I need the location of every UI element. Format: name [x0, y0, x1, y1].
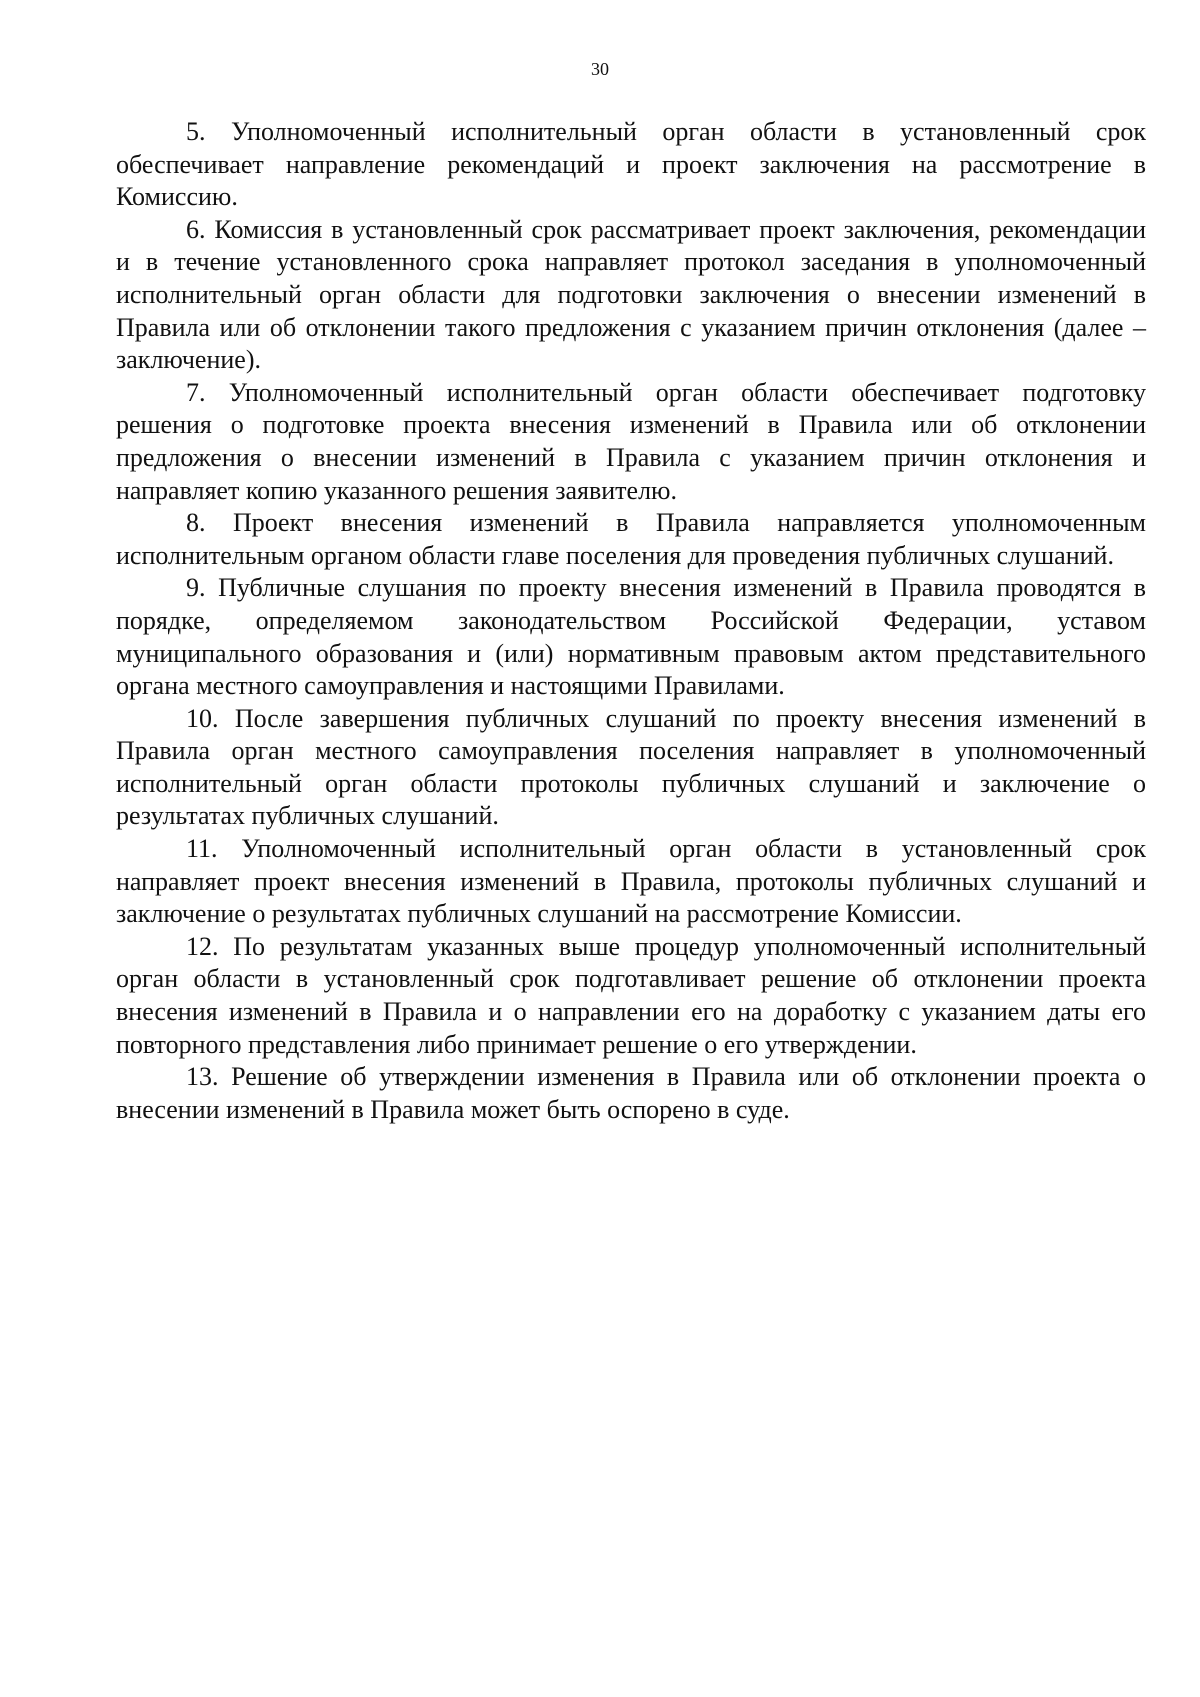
- paragraph-12: 12. По результатам указанных выше процедур уполномоченный исполнительный орган области в установленный срок подготавливает решение об отклонении проекта внесения изменений в Правила и о направлении его на доработку с указанием даты его повторного представления либо принимает решение о его утверждении.: [116, 931, 1146, 1059]
- paragraph-6: 6. Комиссия в установленный срок рассматривает проект заключения, рекомендации и в течение установленного срока направляет протокол заседания в уполномоченный исполнительный орган области для подготовки заключения о внесении изменений в Правила или об отклонении такого предложения с указанием причин отклонения (далее – заключение).: [116, 214, 1146, 375]
- paragraph-13: 13. Решение об утверждении изменения в Правила или об отклонении проекта о внесении изменений в Правила может быть оспорено в суде.: [116, 1062, 1146, 1124]
- document-body: [116, 116, 1146, 1126]
- paragraph-10: 10. После завершения публичных слушаний по проекту внесения изменений в Правила орган местного самоуправления поселения направляет в уполномоченный исполнительный орган области протоколы публичных слушаний и заключение о результатах публичных слушаний.: [116, 703, 1146, 831]
- paragraph-9: 9. Публичные слушания по проекту внесения изменений в Правила проводятся в порядке, определяемом законодательством Российской Федерации, уставом муниципального образования и (или) нормативным правовым актом представительного органа местного самоуправления и настоящими Правилами.: [116, 573, 1146, 701]
- paragraph-11: 11. Уполномоченный исполнительный орган области в установленный срок направляет проект внесения изменений в Правила, протоколы публичных слушаний и заключение о результатах публичных слушаний на рассмотрение Комиссии.: [116, 834, 1146, 929]
- paragraph-5: 5. Уполномоченный исполнительный орган области в установленный срок обеспечивает направление рекомендаций и проект заключения на рассмотрение в Комиссию.: [116, 117, 1146, 212]
- paragraph-8: 8. Проект внесения изменений в Правила направляется уполномоченным исполнительным органом области главе поселения для проведения публичных слушаний.: [116, 508, 1146, 570]
- paragraph-7: 7. Уполномоченный исполнительный орган области обеспечивает подготовку решения о подготовке проекта внесения изменений в Правила или об отклонении предложения о внесении изменений в Правила с указанием причин отклонения и направляет копию указанного решения заявителю.: [116, 377, 1146, 505]
- page-number: 30: [591, 59, 609, 79]
